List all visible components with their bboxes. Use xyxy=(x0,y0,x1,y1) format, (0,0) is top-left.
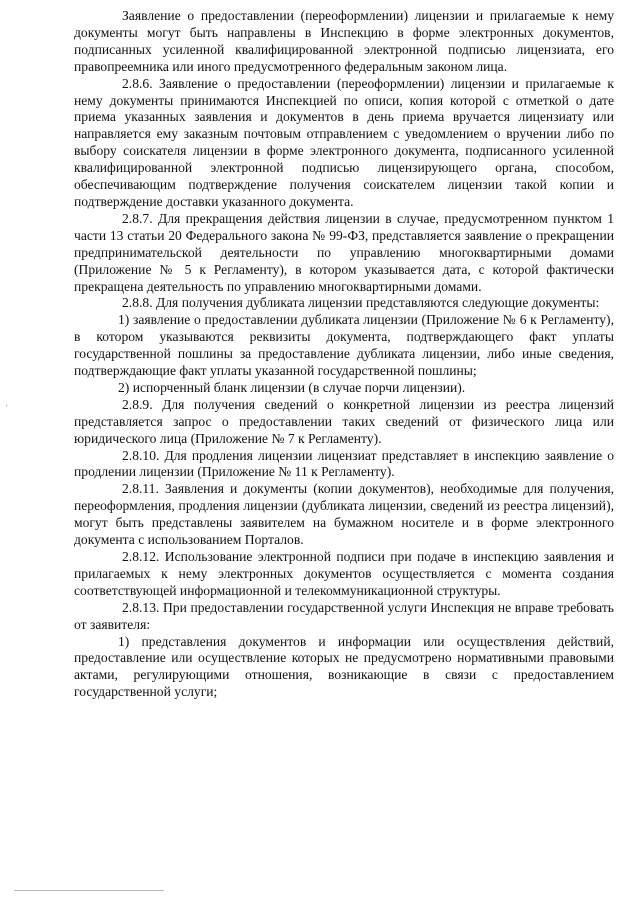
list-item-damaged-form: 2) испорченный бланк лицензии (в случае порчи лицензии). xyxy=(118,379,466,395)
footer-divider xyxy=(14,890,164,891)
paragraph-2-8-13: 2.8.13. При предоставлении государственной услуги Инспекция не вправе требовать от заявителя: xyxy=(74,599,614,632)
paragraph-2-8-6: 2.8.6. Заявление о предоставлении (переоформлении) лицензии и прилагаемые к нему документы принимаются Инспекцией по описи, копия которой с отметкой о дате приема указанных заявления и документов в день приема вручается лицензиату или направляется ему заказным почтовым отправлением с уведомлением о вручении либо по выбору соискателя лицензии в форме электронного документа, подписанного усиленной квалифицированной электронной подписью лицензирующего органа, способом, обеспечивающим подтверждение получения соискателем лицензии такой копии и подтверждение доставки указанного документа. xyxy=(74,75,614,209)
paragraph-2-8-12: 2.8.12. Использование электронной подписи при подаче в инспекцию заявления и прилагаемых к нему электронных документов осуществляется с момента создания соответствующей информационной и телекоммуникационной структуры. xyxy=(74,549,614,598)
list-item-duplicate-application: 1) заявление о предоставлении дубликата лицензии (Приложение № 6 к Регламенту), в котором указываются реквизиты документа, подтверждающего факт уплаты государственной пошлины за предоставление дубликата лицензии, либо иные сведения, подтверждающие факт уплаты указанной государственной пошлины; xyxy=(74,312,614,379)
paragraph-2-8-11: 2.8.11. Заявления и документы (копии документов), необходимые для получения, переоформления, продления лицензии (дубликата лицензии, сведений из реестра лицензий), могут быть представлены заявителем на бумажном носителе и в форме электронного документа с использованием Порталов. xyxy=(74,481,614,548)
paragraph-2-8-8: 2.8.8. Для получения дубликата лицензии представляются следующие документы: xyxy=(122,295,600,311)
paragraph-2-8-10: 2.8.10. Для продления лицензии лицензиат представляет в инспекцию заявление о продлении лицензии (Приложение № 11 к Регламенту). xyxy=(74,447,614,480)
paragraph-electronic-submission: Заявление о предоставлении (переоформлении) лицензии и прилагаемые к нему документы могут быть направлены в Инспекцию в форме электронных документов, подписанных усиленной квалифицированной электронной подписью лицензиата, его правопреемника или иного предусмотренного федеральным законом лица. xyxy=(74,8,614,74)
list-item-prohibited-requirements: 1) представления документов и информации или осуществления действий, предоставление или осуществление которых не предусмотрено нормативными правовыми актами, регулирующими отношения, возникающие в связи с предоставлением государственной услуги; xyxy=(74,633,614,700)
paragraph-2-8-9: 2.8.9. Для получения сведений о конкретной лицензии из реестра лицензий представляется запрос о предоставлении таких сведений от физического лица или юридического лица (Приложение № 7 к Регламенту). xyxy=(74,396,614,446)
scan-edge-mark xyxy=(6,404,7,407)
document-body xyxy=(74,8,614,701)
paragraph-2-8-7: 2.8.7. Для прекращения действия лицензии в случае, предусмотренном пунктом 1 части 13 статьи 20 Федерального закона № 99-ФЗ, представляется заявление о прекращении предпринимательской деятельности по управлению многоквартирными домами (Приложение № 5 к Регламенту), в котором указывается дата, с которой фактически прекращена деятельность по управлению многоквартирными домами. xyxy=(74,210,614,294)
